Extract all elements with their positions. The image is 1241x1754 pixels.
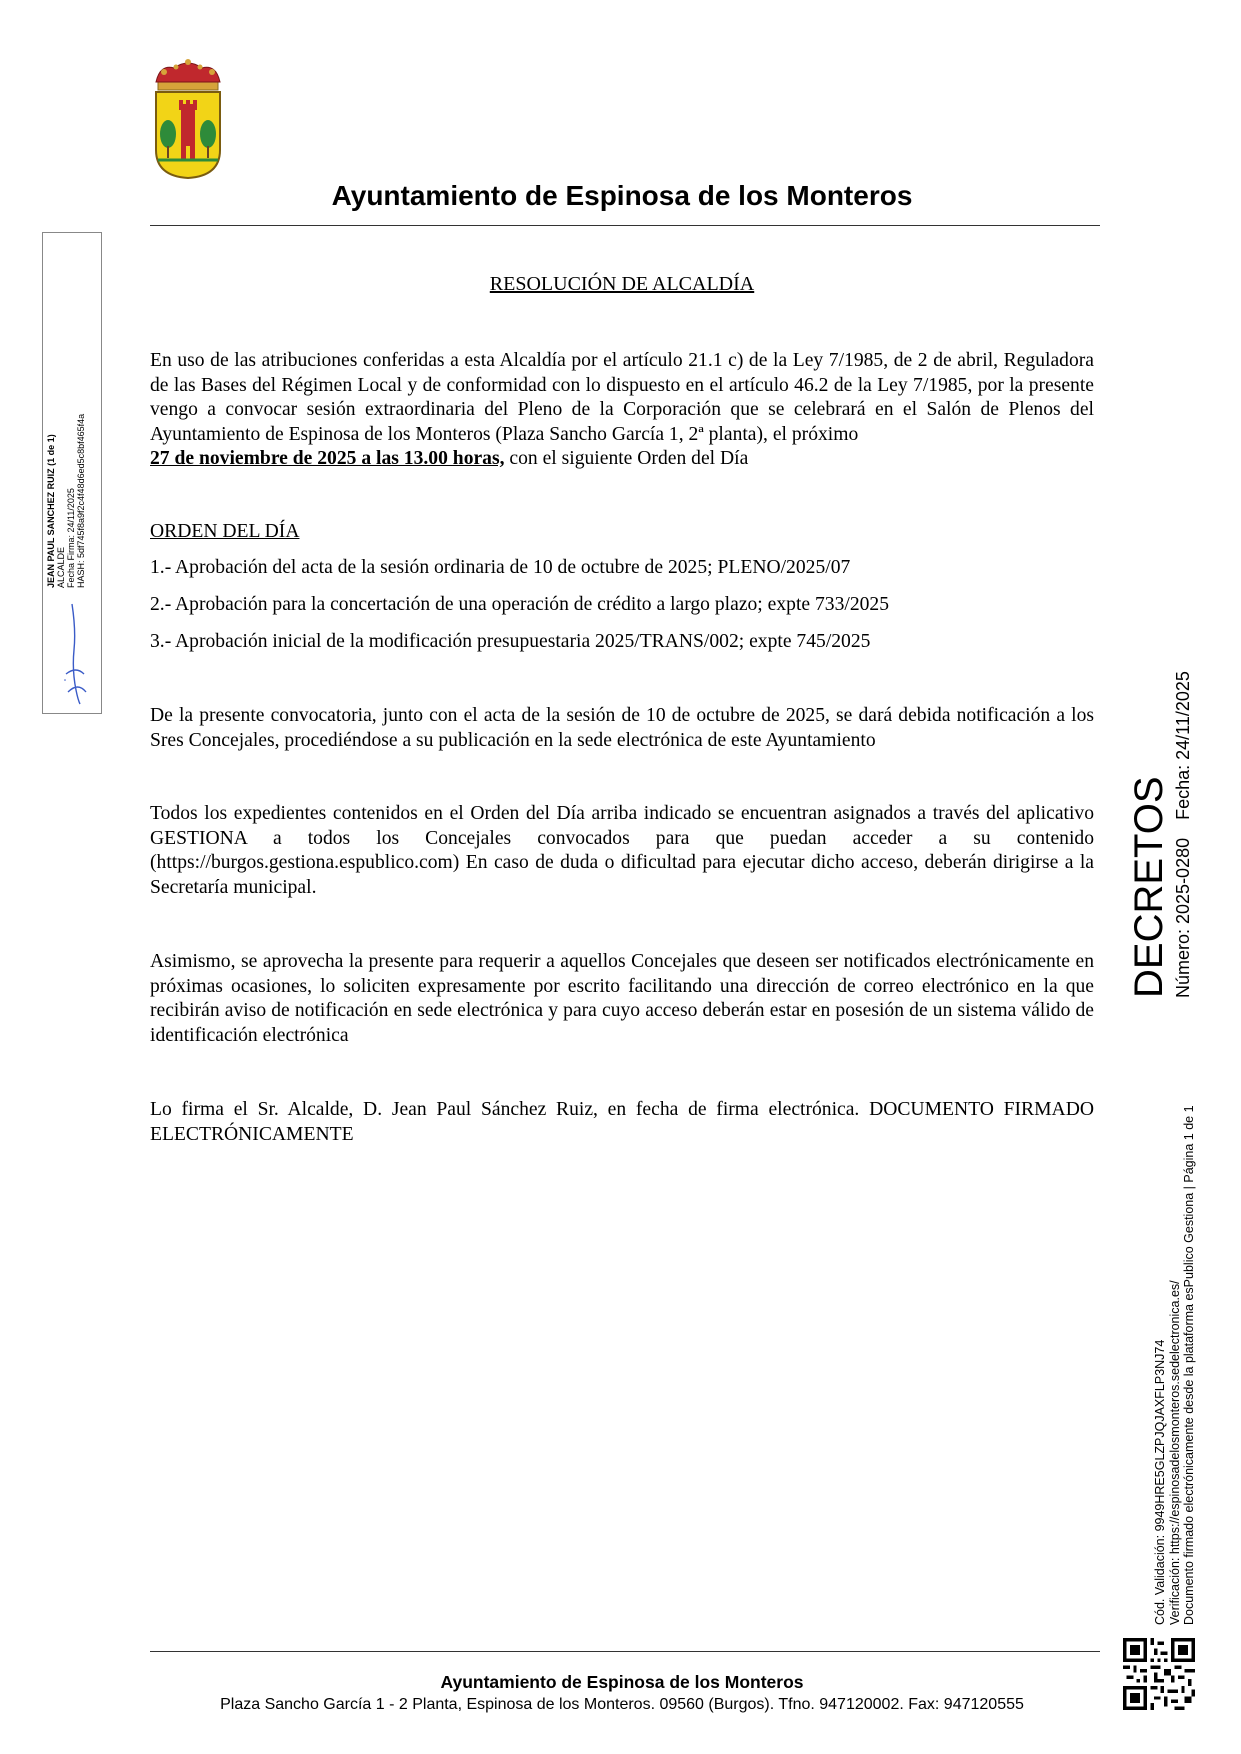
verification-code: Cód. Validación: 9949HRE5GLZPJQJAXFLP3NJ74 [1153,1339,1167,1625]
footer-divider [150,1651,1100,1652]
agenda-heading: ORDEN DEL DÍA [150,521,300,542]
agenda-item: 2.- Aprobación para la concertación de una operación de crédito a largo plazo; expte 733/2025 [150,594,890,615]
footer-organization: Ayuntamiento de Espinosa de los Monteros [440,1672,804,1692]
signer-role: ALCALDE [56,546,66,588]
decree-meta [1172,653,1194,998]
gestiona-paragraph: Todos los expedientes contenidos en el Orden del Día arriba indicado se encuentran asignados a través del aplicativo GESTIONA a todos los Concejales convocados para que puedan acceder a su contenido (https://burgos.gestiona.espublico.com) En caso de duda o dificultad para ejecutar dicho acceso, deberán dirigirse a la Secretaría municipal. [150,803,1094,898]
agenda-item: 1.- Aprobación del acta de la sesión ordinaria de 10 de octubre de 2025; PLENO/2025/07 [150,557,851,578]
crown-icon [156,59,220,90]
notification-paragraph: De la presente convocatoria, junto con el acta de la sesión de 10 de octubre de 2025, se dará debida notificación a los Sres Concejales, procediéndose a su publicación en la sede electrónica de este Ayuntamiento [150,705,1094,751]
verification-note: Documento firmado electrónicamente desde la plataforma esPublico Gestiona | Página 1 de 1 [1182,1105,1196,1625]
page-title: Ayuntamiento de Espinosa de los Monteros [331,180,913,211]
footer-address: Plaza Sancho García 1 - 2 Planta, Espinosa de los Monteros. 09560 (Burgos). Tfno. 947120002. Fax: 947120555 [220,1696,1024,1713]
handwritten-signature-icon [62,600,92,706]
signer-name: JEAN PAUL SANCHEZ RUIZ (1 de 1) [46,434,56,588]
header-divider [150,225,1100,226]
intro-text: En uso de las atribuciones conferidas a esta Alcaldía por el artículo 21.1 c) de la Ley 7/1985, de 2 de abril, Reguladora de las Bases del Régimen Local y de conformidad con lo dispuesto en el artículo 46.2 de la Ley 7/1985, por la presente vengo a convocar sesión extraordinaria del Pleno de la Corporación que se celebrará en el Salón de Plenos del Ayuntamiento de Espinosa de los Monteros (Plaza Sancho García 1, 2ª planta), el próximo [150,350,1094,445]
electronic-notification-paragraph: Asimismo, se aprovecha la presente para requerir a aquellos Concejales que deseen ser notificados electrónicamente en próximas ocasiones, lo soliciten expresamente por escrito facilitando una dirección de correo electrónico en la que recibirán aviso de notificación en sede electrónica y para cuyo acceso deberán estar en posesión de un sistema válido de identificación electrónica [150,951,1094,1046]
verification-url: Verificación: https://espinosadelosmonteros.sedelectronica.es/ [1167,1280,1182,1625]
agenda-item: 3.- Aprobación inicial de la modificación presupuestaria 2025/TRANS/002; expte 745/2025 [150,631,871,652]
intro-text-end: con el siguiente Orden del Día [504,448,749,469]
verification-block [1153,1105,1197,1625]
resolution-title: RESOLUCIÓN DE ALCALDÍA [489,273,755,295]
qr-code-icon [1123,1638,1195,1710]
coat-of-arms-logo [150,58,226,180]
signature-hash: HASH: 5df745f8a9f2c4f48d6ed5c8bf465f4a [76,413,86,588]
intro-paragraph [150,349,1094,472]
shield-icon [156,92,220,178]
signature-paragraph: Lo firma el Sr. Alcalde, D. Jean Paul Sánchez Ruiz, en fecha de firma electrónica. DOCUMENTO FIRMADO ELECTRÓNICAMENTE [150,1099,1094,1145]
decree-number: Número: 2025-0280 [1173,837,1193,998]
decree-label: DECRETOS [1127,776,1171,998]
signature-date: Fecha Firma: 24/11/2025 [66,488,76,588]
decree-date: Fecha: 24/11/2025 [1173,671,1193,820]
session-date: 27 de noviembre de 2025 a las 13.00 horas, [150,448,505,469]
signature-stamp-text [46,388,86,588]
